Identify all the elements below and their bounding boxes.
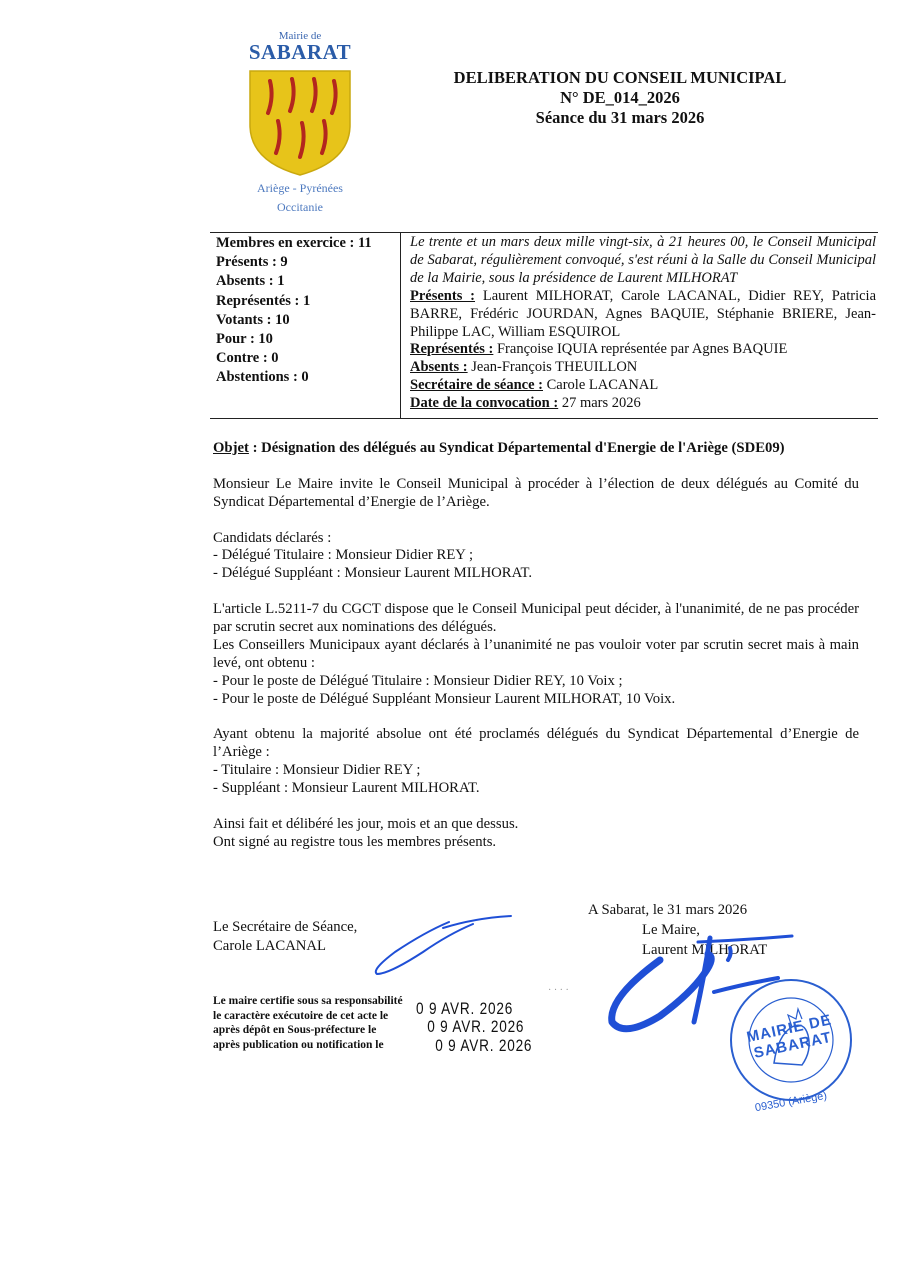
absents-value: Jean-François THEUILLON bbox=[471, 359, 638, 376]
paragraph-vote bbox=[213, 601, 859, 708]
secretaire-label: Secrétaire de séance : bbox=[410, 377, 543, 394]
secretary-title: Le Secrétaire de Séance, bbox=[213, 919, 358, 935]
paragraph-invitation: Monsieur Le Maire invite le Conseil Municipal à procéder à l’élection de deux délégués au Comité du Syndicat Départemental d’Energie de l’Ariège. bbox=[213, 475, 859, 510]
objet bbox=[213, 440, 859, 458]
certification-line4: après publication ou notification le bbox=[213, 1038, 384, 1051]
secretaire-value: Carole LACANAL bbox=[546, 377, 659, 394]
closing-ainsi: Ainsi fait et délibéré les jour, mois et an que dessus. bbox=[213, 815, 519, 832]
place-date: A Sabarat, le 31 mars 2026 bbox=[588, 902, 748, 918]
objet-label: Objet bbox=[213, 440, 249, 456]
article-text: L'article L.5211-7 du CGCT dispose que le Conseil Municipal peut décider, à l'unanimité, de ne pas procéder par scrutin secret aux nominations des délégués. bbox=[213, 601, 859, 636]
table-top-rule bbox=[210, 232, 878, 233]
count-representes: Représentés : 1 bbox=[216, 292, 311, 309]
municipal-logo bbox=[236, 30, 364, 230]
deliberation-header bbox=[420, 68, 820, 128]
table-bottom-rule bbox=[210, 418, 878, 419]
representes-value: Françoise IQUIA représentée par Agnes BAQUIE bbox=[496, 341, 788, 358]
certification-line3: après dépôt en Sous-préfecture le bbox=[213, 1024, 377, 1037]
logo-region-line2: Occitanie bbox=[277, 200, 323, 214]
proclaimed-suppleant: - Suppléant : Monsieur Laurent MILHORAT. bbox=[213, 780, 480, 797]
vote-suppleant: - Pour le poste de Délégué Suppléant Monsieur Laurent MILHORAT, 10 Voix. bbox=[213, 690, 676, 707]
count-absents: Absents : 1 bbox=[216, 273, 285, 290]
count-presents: Présents : 9 bbox=[216, 254, 288, 271]
convocation-value: 27 mars 2026 bbox=[561, 395, 641, 412]
document-title: DELIBERATION DU CONSEIL MUNICIPAL bbox=[453, 68, 787, 87]
vote-titulaire: - Pour le poste de Délégué Titulaire : Monsieur Didier REY, 10 Voix ; bbox=[213, 672, 623, 689]
deliberation-body bbox=[213, 440, 859, 870]
mayor-name: Laurent MILHORAT bbox=[642, 942, 768, 958]
candidat-titulaire: - Délégué Titulaire : Monsieur Didier REY ; bbox=[213, 547, 474, 564]
certification-line1: Le maire certifie sous sa responsabilité bbox=[213, 995, 403, 1007]
session-date: Séance du 31 mars 2026 bbox=[535, 108, 705, 127]
objet-text: : Désignation des délégués au Syndicat Départemental d'Energie de l'Ariège (SDE09) bbox=[248, 440, 785, 456]
presents-list: Laurent MILHORAT, Carole LACANAL, Didier REY, Patricia BARRE, Frédéric JOURDAN, Agnes BAQUIE, Stéphanie BRIERE, Jean-Philippe LAC, William ESQUIROL bbox=[410, 287, 877, 340]
date-stamps bbox=[416, 1001, 532, 1053]
secretaire-row bbox=[410, 377, 876, 395]
logo-top-text: Mairie de bbox=[278, 30, 322, 42]
candidat-suppleant: - Délégué Suppléant : Monsieur Laurent MILHORAT. bbox=[213, 565, 533, 582]
representes-row bbox=[410, 341, 876, 359]
paragraph-closing bbox=[213, 816, 859, 852]
date-stamp-executoire: 0 9 AVR. 2026 bbox=[416, 999, 514, 1018]
count-contre: Contre : 0 bbox=[216, 350, 279, 367]
proclamation-text: Ayant obtenu la majorité absolue ont été proclamés délégués du Syndicat Départemental d’Energie de l’Ariège : bbox=[213, 726, 859, 761]
presents-row bbox=[410, 288, 876, 342]
secretary-signature-icon bbox=[365, 912, 515, 982]
session-intro: Le trente et un mars deux mille vingt-six, à 21 heures 00, le Conseil Municipal de Sabarat, régulièrement convoqué, s'est réuni à la Salle du Conseil Municipal de la Mairie, sous la présidence de Laurent MILHORAT bbox=[410, 234, 876, 286]
session-details bbox=[410, 234, 876, 413]
mayor-title: Le Maire, bbox=[642, 922, 700, 938]
convocation-row bbox=[410, 395, 876, 413]
paragraph-proclamation bbox=[213, 726, 859, 798]
coat-of-arms-icon bbox=[246, 67, 354, 177]
seal-top-text: MAIRIE DE SABARAT bbox=[745, 1011, 834, 1062]
date-stamp-publication: 0 9 AVR. 2026 bbox=[435, 1036, 533, 1055]
secretary-signature-block bbox=[213, 918, 357, 956]
paragraph-candidats bbox=[213, 530, 859, 584]
logo-town-name: SABARAT bbox=[248, 40, 352, 64]
representes-label: Représentés : bbox=[410, 341, 494, 358]
count-pour: Pour : 10 bbox=[216, 331, 273, 348]
scan-speckle: · · · · bbox=[548, 985, 569, 996]
conseillers-text: Les Conseillers Municipaux ayant déclarés à l’unanimité ne pas vouloir voter par scrutin secret mais à main levé, ont obtenu : bbox=[213, 636, 859, 671]
count-membres: Membres en exercice : 11 bbox=[216, 235, 372, 251]
certification-line2: le caractère exécutoire de cet acte le bbox=[213, 1009, 389, 1022]
count-abstentions: Abstentions : 0 bbox=[216, 369, 309, 386]
absents-row bbox=[410, 359, 876, 377]
vote-counts bbox=[216, 234, 372, 388]
seal-bottom-text: 09350 (Ariège) bbox=[754, 1089, 828, 1115]
count-votants: Votants : 10 bbox=[216, 311, 290, 328]
certification-block bbox=[213, 994, 403, 1052]
proclaimed-titulaire: - Titulaire : Monsieur Didier REY ; bbox=[213, 762, 421, 779]
table-column-divider bbox=[400, 233, 401, 418]
logo-region-line1: Ariège - Pyrénées bbox=[257, 181, 343, 195]
convocation-label: Date de la convocation : bbox=[410, 395, 559, 412]
presents-label: Présents : bbox=[410, 287, 476, 304]
date-stamp-prefecture: 0 9 AVR. 2026 bbox=[427, 1017, 525, 1036]
seal-lettering bbox=[736, 1011, 846, 1115]
closing-signatures: Ont signé au registre tous les membres présents. bbox=[213, 833, 497, 850]
deliberation-number: N° DE_014_2026 bbox=[560, 88, 680, 107]
secretary-name: Carole LACANAL bbox=[213, 938, 326, 954]
absents-label: Absents : bbox=[410, 359, 468, 376]
candidats-heading: Candidats déclarés : bbox=[213, 529, 332, 546]
